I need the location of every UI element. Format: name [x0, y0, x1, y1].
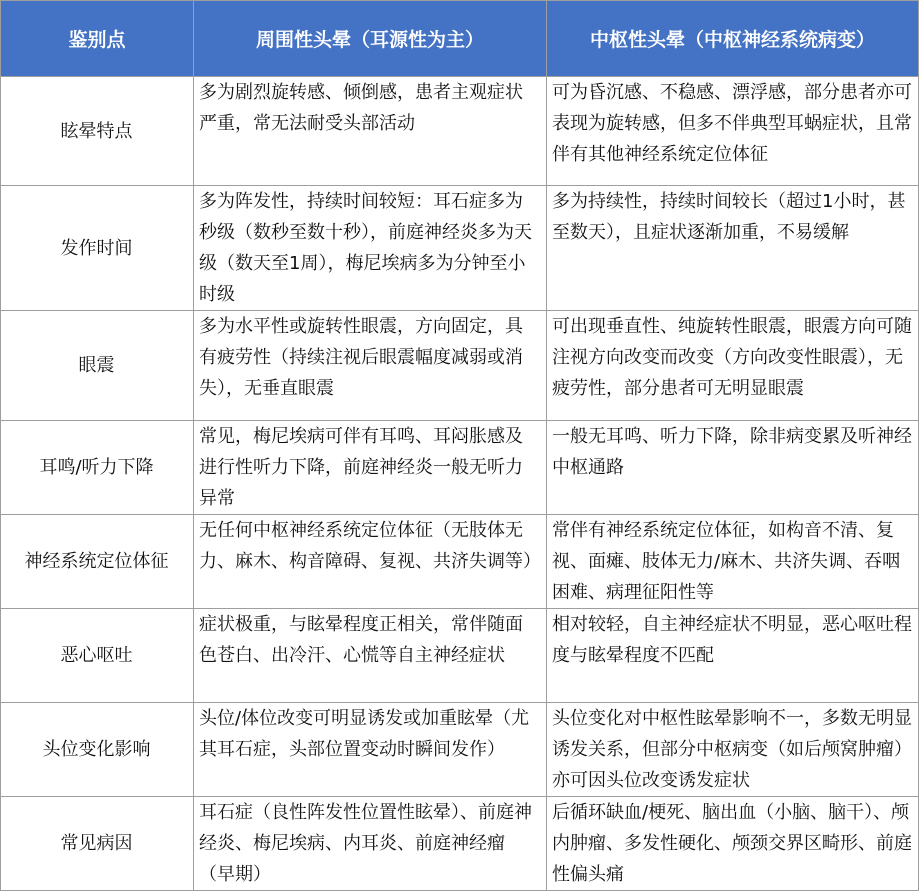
peripheral-cell: 多为剧烈旋转感、倾倒感，患者主观症状严重，常无法耐受头部活动 — [194, 77, 547, 186]
row-label: 头位变化影响 — [1, 703, 194, 797]
row-label: 眩晕特点 — [1, 77, 194, 186]
central-cell: 多为持续性，持续时间较长（超过1小时，甚至数天），且症状逐渐加重，不易缓解 — [547, 186, 919, 311]
table-row — [1, 703, 919, 797]
peripheral-cell: 多为水平性或旋转性眼震，方向固定，具有疲劳性（持续注视后眼震幅度减弱或消失），无垂直眼震 — [194, 311, 547, 421]
central-cell: 头位变化对中枢性眩晕影响不一，多数无明显诱发关系，但部分中枢病变（如后颅窝肿瘤）亦可因头位改变诱发症状 — [547, 703, 919, 797]
table-row — [1, 421, 919, 515]
table-row — [1, 609, 919, 703]
header-criterion: 鉴别点 — [1, 1, 194, 77]
central-cell: 可为昏沉感、不稳感、漂浮感，部分患者亦可表现为旋转感，但多不伴典型耳蜗症状，且常伴有其他神经系统定位体征 — [547, 77, 919, 186]
row-label: 耳鸣/听力下降 — [1, 421, 194, 515]
row-label: 神经系统定位体征 — [1, 515, 194, 609]
row-label: 眼震 — [1, 311, 194, 421]
table-row — [1, 186, 919, 311]
row-label: 恶心呕吐 — [1, 609, 194, 703]
peripheral-cell: 无任何中枢神经系统定位体征（无肢体无力、麻木、构音障碍、复视、共济失调等） — [194, 515, 547, 609]
table-row — [1, 797, 919, 891]
central-cell: 后循环缺血/梗死、脑出血（小脑、脑干）、颅内肿瘤、多发性硬化、颅颈交界区畸形、前庭性偏头痛 — [547, 797, 919, 891]
peripheral-cell: 多为阵发性，持续时间较短：耳石症多为秒级（数秒至数十秒），前庭神经炎多为天级（数天至1周），梅尼埃病多为分钟至小时级 — [194, 186, 547, 311]
header-peripheral: 周围性头晕（耳源性为主） — [194, 1, 547, 77]
central-cell: 相对较轻，自主神经症状不明显，恶心呕吐程度与眩晕程度不匹配 — [547, 609, 919, 703]
peripheral-cell: 耳石症（良性阵发性位置性眩晕）、前庭神经炎、梅尼埃病、内耳炎、前庭神经瘤（早期） — [194, 797, 547, 891]
central-cell: 一般无耳鸣、听力下降，除非病变累及听神经中枢通路 — [547, 421, 919, 515]
peripheral-cell: 头位/体位改变可明显诱发或加重眩晕（尤其耳石症，头部位置变动时瞬间发作） — [194, 703, 547, 797]
peripheral-cell: 症状极重，与眩晕程度正相关，常伴随面色苍白、出冷汗、心慌等自主神经症状 — [194, 609, 547, 703]
table-row — [1, 311, 919, 421]
table-row — [1, 515, 919, 609]
table-row — [1, 77, 919, 186]
header-row — [1, 1, 919, 77]
row-label: 常见病因 — [1, 797, 194, 891]
central-cell: 常伴有神经系统定位体征，如构音不清、复视、面瘫、肢体无力/麻木、共济失调、吞咽困难、病理征阳性等 — [547, 515, 919, 609]
header-central: 中枢性头晕（中枢神经系统病变） — [547, 1, 919, 77]
row-label: 发作时间 — [1, 186, 194, 311]
peripheral-cell: 常见，梅尼埃病可伴有耳鸣、耳闷胀感及进行性听力下降，前庭神经炎一般无听力异常 — [194, 421, 547, 515]
central-cell: 可出现垂直性、纯旋转性眼震，眼震方向可随注视方向改变而改变（方向改变性眼震），无疲劳性，部分患者可无明显眼震 — [547, 311, 919, 421]
